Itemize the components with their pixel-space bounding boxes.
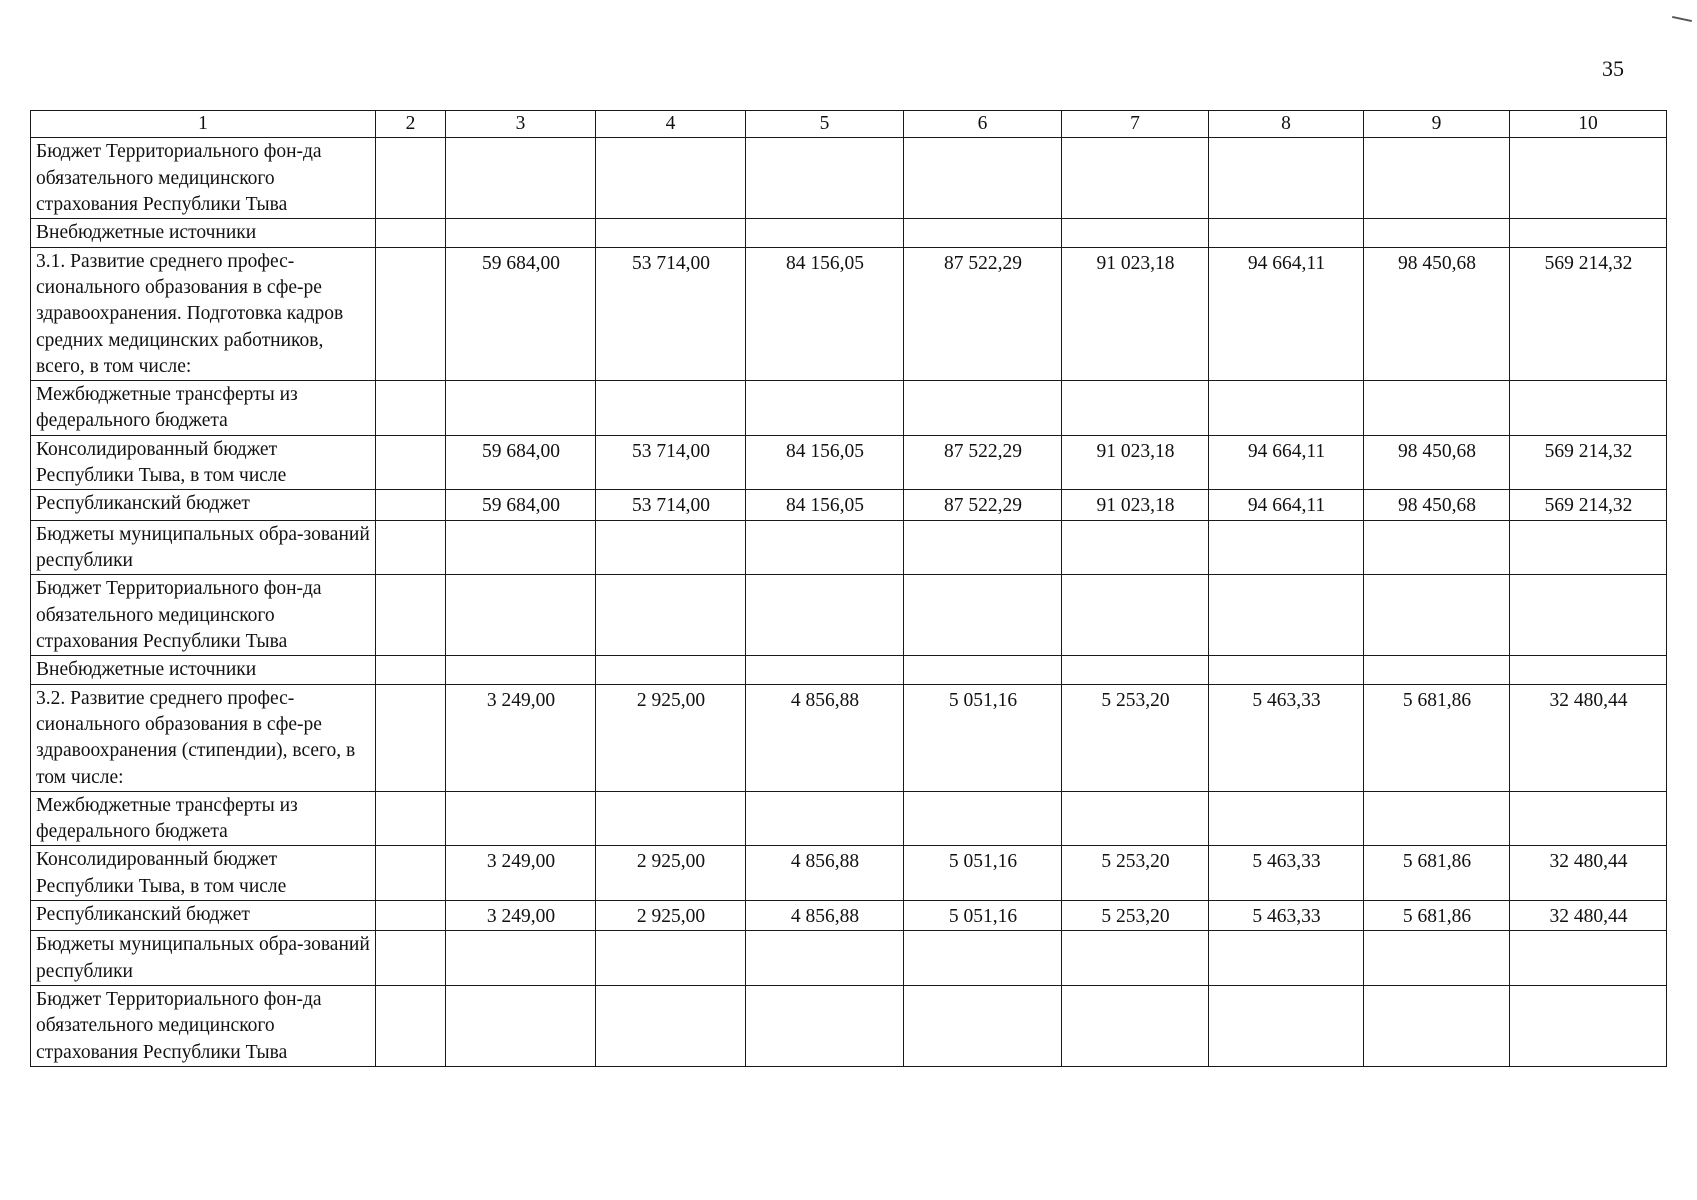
table-cell-col-5 [746, 656, 904, 684]
table-cell-col-9 [1364, 656, 1510, 684]
table-cell-col-8: 5 463,33 [1209, 684, 1364, 791]
column-header-7: 7 [1062, 111, 1209, 138]
table-cell-col-9 [1364, 520, 1510, 575]
table-cell-col-3 [446, 520, 596, 575]
table-cell-col-6 [904, 381, 1062, 436]
table-cell-col-10 [1510, 219, 1667, 247]
table-cell-col-10 [1510, 986, 1667, 1067]
column-header-10: 10 [1510, 111, 1667, 138]
table-cell-col-7 [1062, 986, 1209, 1067]
table-row [31, 381, 1667, 436]
table-row [31, 490, 1667, 520]
table-cell-col-10 [1510, 931, 1667, 986]
table-cell-col-5 [746, 219, 904, 247]
table-cell-col-10: 32 480,44 [1510, 901, 1667, 931]
table-cell-col-6: 5 051,16 [904, 846, 1062, 901]
row-label: Межбюджетные трансферты из федерального бюджета [31, 791, 376, 846]
table-cell-col-7 [1062, 931, 1209, 986]
table-cell-col-9: 98 450,68 [1364, 490, 1510, 520]
table-cell-col-8 [1209, 381, 1364, 436]
table-cell-col-3 [446, 931, 596, 986]
table-cell-col-8 [1209, 656, 1364, 684]
table-cell-col-5: 4 856,88 [746, 684, 904, 791]
table-cell-col-6 [904, 791, 1062, 846]
table-cell-col-2 [376, 846, 446, 901]
table-cell-col-4: 2 925,00 [596, 846, 746, 901]
table-cell-col-9 [1364, 219, 1510, 247]
table-cell-col-6 [904, 138, 1062, 219]
row-label: Республиканский бюджет [31, 901, 376, 931]
table-cell-col-5 [746, 381, 904, 436]
table-cell-col-8 [1209, 138, 1364, 219]
table-cell-col-6 [904, 219, 1062, 247]
table-cell-col-3: 59 684,00 [446, 490, 596, 520]
row-label: Бюджет Территориального фон-да обязательного медицинского страхования Республики Тыва [31, 575, 376, 656]
table-cell-col-2 [376, 901, 446, 931]
table-cell-col-9: 5 681,86 [1364, 901, 1510, 931]
table-row [31, 931, 1667, 986]
row-label: Республиканский бюджет [31, 490, 376, 520]
table-cell-col-5: 84 156,05 [746, 490, 904, 520]
column-header-8: 8 [1209, 111, 1364, 138]
table-cell-col-7 [1062, 575, 1209, 656]
table-cell-col-5 [746, 575, 904, 656]
table-cell-col-2 [376, 931, 446, 986]
table-cell-col-5 [746, 520, 904, 575]
table-cell-col-5 [746, 931, 904, 986]
table-row [31, 986, 1667, 1067]
row-label: Бюджеты муниципальных обра-зований республики [31, 931, 376, 986]
table-row [31, 247, 1667, 381]
table-cell-col-10 [1510, 656, 1667, 684]
table-cell-col-4: 2 925,00 [596, 901, 746, 931]
table-cell-col-3: 3 249,00 [446, 846, 596, 901]
row-label: Внебюджетные источники [31, 656, 376, 684]
table-cell-col-10: 569 214,32 [1510, 247, 1667, 381]
table-cell-col-9 [1364, 138, 1510, 219]
table-cell-col-2 [376, 381, 446, 436]
table-cell-col-8 [1209, 520, 1364, 575]
table-cell-col-10 [1510, 575, 1667, 656]
table-cell-col-4 [596, 520, 746, 575]
table-cell-col-9: 5 681,86 [1364, 846, 1510, 901]
table-cell-col-7: 5 253,20 [1062, 901, 1209, 931]
table-cell-col-10: 569 214,32 [1510, 435, 1667, 490]
table-cell-col-2 [376, 138, 446, 219]
table-cell-col-9 [1364, 986, 1510, 1067]
row-label: Межбюджетные трансферты из федерального бюджета [31, 381, 376, 436]
table-cell-col-9 [1364, 791, 1510, 846]
table-cell-col-4 [596, 381, 746, 436]
table-cell-col-9 [1364, 381, 1510, 436]
table-cell-col-8 [1209, 575, 1364, 656]
row-label: Бюджет Территориального фон-да обязательного медицинского страхования Республики Тыва [31, 138, 376, 219]
table-cell-col-6 [904, 986, 1062, 1067]
table-cell-col-8: 5 463,33 [1209, 846, 1364, 901]
table-row [31, 219, 1667, 247]
table-cell-col-7: 91 023,18 [1062, 247, 1209, 381]
table-cell-col-4 [596, 931, 746, 986]
table-cell-col-6 [904, 575, 1062, 656]
table-cell-col-7 [1062, 381, 1209, 436]
table-cell-col-6: 87 522,29 [904, 490, 1062, 520]
table-cell-col-4: 53 714,00 [596, 435, 746, 490]
table-cell-col-7 [1062, 520, 1209, 575]
table-cell-col-3 [446, 219, 596, 247]
table-cell-col-7: 5 253,20 [1062, 684, 1209, 791]
budget-table [30, 110, 1667, 1067]
table-row [31, 656, 1667, 684]
table-cell-col-8 [1209, 791, 1364, 846]
scan-mark [1672, 16, 1692, 22]
table-cell-col-9: 98 450,68 [1364, 247, 1510, 381]
column-header-5: 5 [746, 111, 904, 138]
table-cell-col-7: 91 023,18 [1062, 490, 1209, 520]
table-row [31, 684, 1667, 791]
table-cell-col-3 [446, 656, 596, 684]
row-label: Внебюджетные источники [31, 219, 376, 247]
table-cell-col-4 [596, 656, 746, 684]
table-body [31, 138, 1667, 1067]
table-cell-col-3 [446, 575, 596, 656]
table-cell-col-3 [446, 986, 596, 1067]
table-cell-col-9 [1364, 575, 1510, 656]
table-cell-col-2 [376, 575, 446, 656]
table-row [31, 138, 1667, 219]
table-cell-col-2 [376, 520, 446, 575]
row-label: Бюджет Территориального фон-да обязательного медицинского страхования Республики Тыва [31, 986, 376, 1067]
table-cell-col-10: 569 214,32 [1510, 490, 1667, 520]
table-cell-col-6 [904, 931, 1062, 986]
table-cell-col-6 [904, 656, 1062, 684]
table-cell-col-4 [596, 791, 746, 846]
table-cell-col-4 [596, 219, 746, 247]
table-cell-col-3: 59 684,00 [446, 247, 596, 381]
table-cell-col-4: 2 925,00 [596, 684, 746, 791]
table-cell-col-4 [596, 138, 746, 219]
table-cell-col-2 [376, 219, 446, 247]
table-cell-col-10 [1510, 520, 1667, 575]
table-row [31, 791, 1667, 846]
column-header-2: 2 [376, 111, 446, 138]
column-header-3: 3 [446, 111, 596, 138]
table-row [31, 435, 1667, 490]
table-cell-col-8 [1209, 931, 1364, 986]
row-label: Консолидированный бюджет Республики Тыва, в том числе [31, 435, 376, 490]
table-cell-col-9: 5 681,86 [1364, 684, 1510, 791]
table-cell-col-2 [376, 656, 446, 684]
table-cell-col-4: 53 714,00 [596, 490, 746, 520]
table-cell-col-3: 3 249,00 [446, 684, 596, 791]
table-cell-col-9: 98 450,68 [1364, 435, 1510, 490]
table-row [31, 846, 1667, 901]
table-cell-col-5: 84 156,05 [746, 247, 904, 381]
table-cell-col-3 [446, 138, 596, 219]
table-cell-col-6: 5 051,16 [904, 901, 1062, 931]
table-cell-col-5: 84 156,05 [746, 435, 904, 490]
table-cell-col-8: 94 664,11 [1209, 435, 1364, 490]
table-cell-col-6: 5 051,16 [904, 684, 1062, 791]
table-cell-col-5 [746, 138, 904, 219]
table-cell-col-7 [1062, 656, 1209, 684]
table-cell-col-8 [1209, 986, 1364, 1067]
table-cell-col-4: 53 714,00 [596, 247, 746, 381]
table-cell-col-4 [596, 986, 746, 1067]
table-row [31, 901, 1667, 931]
table-cell-col-10 [1510, 138, 1667, 219]
table-header-row [31, 111, 1667, 138]
column-header-1: 1 [31, 111, 376, 138]
column-header-9: 9 [1364, 111, 1510, 138]
table-cell-col-2 [376, 791, 446, 846]
table-cell-col-3: 3 249,00 [446, 901, 596, 931]
table-cell-col-7 [1062, 138, 1209, 219]
column-header-4: 4 [596, 111, 746, 138]
table-cell-col-7 [1062, 219, 1209, 247]
table-cell-col-4 [596, 575, 746, 656]
row-label: 3.1. Развитие среднего профес-сионального образования в сфе-ре здравоохранения. Подготовка кадров средних медицинских работников, всего, в том числе: [31, 247, 376, 381]
table-cell-col-5 [746, 791, 904, 846]
table-cell-col-3 [446, 791, 596, 846]
table-cell-col-5: 4 856,88 [746, 846, 904, 901]
table-cell-col-2 [376, 986, 446, 1067]
table-cell-col-10 [1510, 381, 1667, 436]
table-cell-col-8: 94 664,11 [1209, 490, 1364, 520]
table-cell-col-5 [746, 986, 904, 1067]
table-cell-col-2 [376, 490, 446, 520]
row-label: Бюджеты муниципальных обра-зований республики [31, 520, 376, 575]
table-cell-col-8: 5 463,33 [1209, 901, 1364, 931]
table-cell-col-3 [446, 381, 596, 436]
table-cell-col-2 [376, 247, 446, 381]
table-cell-col-6: 87 522,29 [904, 247, 1062, 381]
table-cell-col-10: 32 480,44 [1510, 684, 1667, 791]
table-cell-col-2 [376, 684, 446, 791]
table-cell-col-7: 5 253,20 [1062, 846, 1209, 901]
table-row [31, 575, 1667, 656]
row-label: Консолидированный бюджет Республики Тыва, в том числе [31, 846, 376, 901]
table-row [31, 520, 1667, 575]
column-header-6: 6 [904, 111, 1062, 138]
table-cell-col-6 [904, 520, 1062, 575]
page-number: 35 [1602, 56, 1624, 81]
row-label: 3.2. Развитие среднего профес-сионального образования в сфе-ре здравоохранения (стипендии), всего, в том числе: [31, 684, 376, 791]
table-cell-col-10 [1510, 791, 1667, 846]
table-cell-col-3: 59 684,00 [446, 435, 596, 490]
table-cell-col-10: 32 480,44 [1510, 846, 1667, 901]
table-cell-col-2 [376, 435, 446, 490]
table-cell-col-7: 91 023,18 [1062, 435, 1209, 490]
table-cell-col-7 [1062, 791, 1209, 846]
table-cell-col-5: 4 856,88 [746, 901, 904, 931]
table-cell-col-9 [1364, 931, 1510, 986]
table-cell-col-6: 87 522,29 [904, 435, 1062, 490]
table-cell-col-8 [1209, 219, 1364, 247]
table-cell-col-8: 94 664,11 [1209, 247, 1364, 381]
